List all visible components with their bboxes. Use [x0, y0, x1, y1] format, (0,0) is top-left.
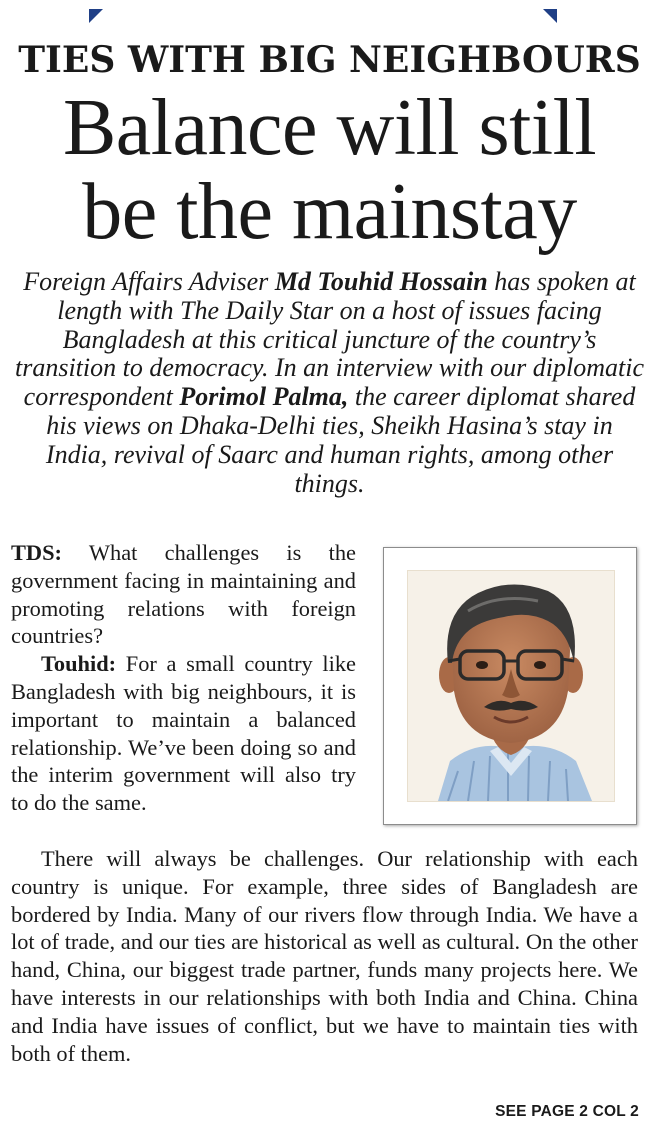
standfirst-text-2: has spoken at length with The Daily Star on a host of issues facing Bangladesh at this critical juncture of the country’s transition to democracy. In an interview with our diplomatic correspondent	[14, 267, 644, 412]
jump-line: SEE PAGE 2 COL 2	[495, 1103, 639, 1120]
corner-mark-right	[543, 9, 557, 23]
question-speaker: TDS:	[11, 540, 63, 565]
standfirst-name-1: Md Touhid Hossain	[274, 267, 488, 296]
corner-mark-left	[89, 9, 103, 23]
article-column-top	[11, 539, 356, 817]
headline	[0, 86, 659, 254]
question-text: What challenges is the government facing in maintaining and promoting relations with foreign countries?	[11, 540, 356, 649]
question-paragraph	[11, 539, 356, 650]
standfirst-text-1: Foreign Affairs Adviser	[23, 267, 275, 296]
headline-line-1: Balance will still	[62, 84, 597, 172]
portrait-photo-frame	[383, 547, 637, 825]
portrait-photo	[407, 570, 615, 802]
article-column-full	[11, 845, 638, 1067]
standfirst	[14, 268, 645, 498]
answer-text: For a small country like Bangladesh with big neighbours, it is important to maintain a balanced relationship. We’ve been doing so and the interim government will also try to do the same.	[11, 651, 356, 816]
standfirst-name-2: Porimol Palma,	[179, 382, 349, 412]
body-paragraph: There will always be challenges. Our relationship with each country is unique. For example, three sides of Bangladesh are bordered by India. Many of our rivers flow through India. We have a lot of trade, and our ties are historical as well as cultural. On the other hand, China, our biggest trade partner, funds many projects here. We have interests in our relationships with both India and China. China and India have issues of conflict, but we have to maintain ties with both of them.	[11, 846, 638, 1066]
answer-paragraph	[11, 650, 356, 817]
answer-speaker: Touhid:	[41, 651, 117, 677]
standfirst-text-3: the career diplomat shared his views on Dhaka-Delhi ties, Sheikh Hasina’s stay in India, revival of Saarc and human rights, among other things.	[45, 382, 636, 498]
portrait-illustration	[408, 571, 614, 801]
kicker: TIES WITH BIG NEIGHBOURS	[18, 39, 641, 81]
headline-line-2: be the mainstay	[82, 168, 577, 256]
